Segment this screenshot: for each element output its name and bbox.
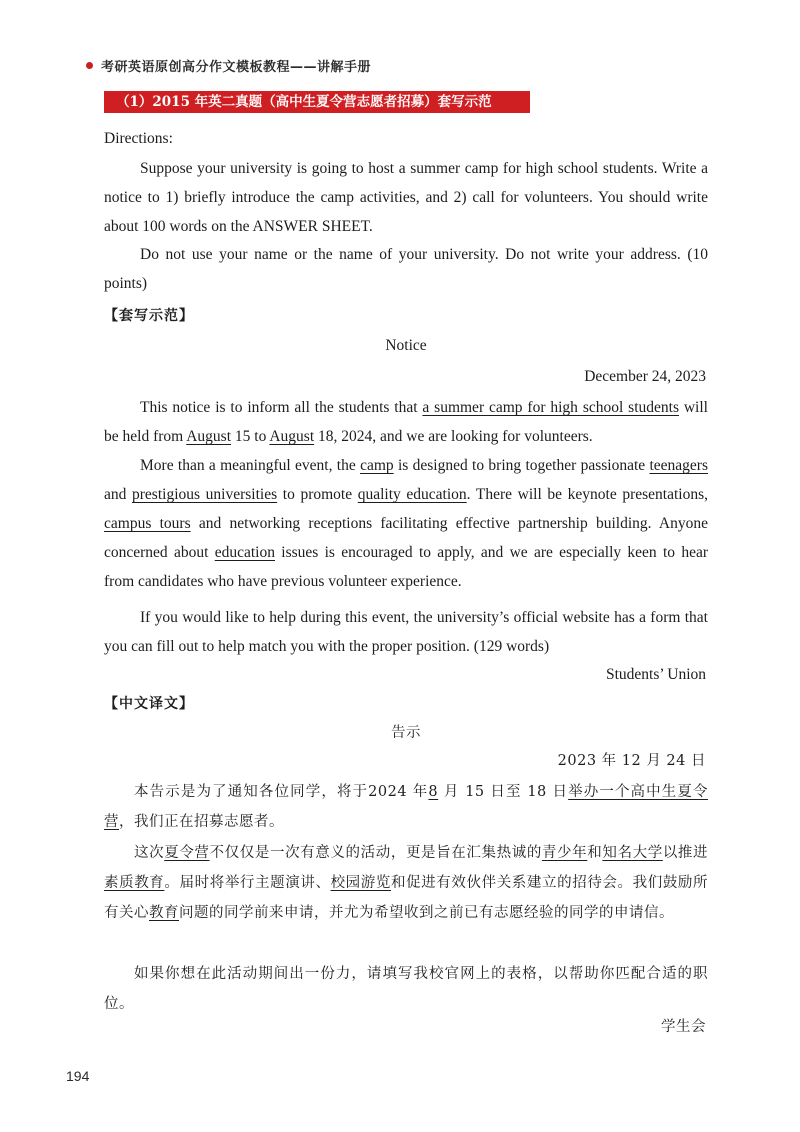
underlined-phrase: 知名大学 [602, 845, 663, 861]
underlined-phrase: August [186, 428, 232, 445]
text-run: This notice is to inform all the students that [140, 399, 423, 416]
underlined-phrase: campus tours [104, 515, 191, 532]
underlined-phrase: prestigious universities [132, 486, 278, 503]
translation-paragraph-2 [104, 838, 708, 928]
text-run: More than a meaningful event, the [140, 457, 361, 474]
notice-paragraph-3: If you would like to help during this event, the university’s official website has a form that you can fill out to help match you with the proper position. (129 words) [104, 609, 708, 655]
underlined-phrase: 青少年 [541, 845, 588, 861]
text-run: 以推进 [662, 845, 709, 861]
text-run: ，我们正在招募志愿者。 [119, 814, 284, 830]
text-run: 和 [587, 845, 603, 861]
page-number: 194 [66, 1068, 90, 1084]
directions-paragraph-2: Do not use your name or the name of your university. Do not write your address. (10 points) [104, 246, 708, 292]
underlined-phrase: camp [360, 457, 394, 474]
notice-title: Notice [385, 337, 427, 354]
underlined-phrase: August [269, 428, 315, 445]
translation-signoff: 学生会 [661, 1019, 706, 1035]
text-run: 15 to [231, 428, 270, 445]
translation-paragraph-3: 如果你想在此活动期间出一份力，请填写我校官网上的表格，以帮助你匹配合适的职位。 [104, 966, 708, 1012]
underlined-phrase: a summer camp for high school students [422, 399, 679, 416]
directions-label: Directions: [104, 130, 173, 147]
underlined-phrase: 校园游览 [330, 875, 391, 891]
text-run: 月 15 日至 18 日 [438, 784, 569, 800]
text-run: will be held from [104, 399, 708, 445]
sample-section-label: 【套写示范】 [104, 308, 194, 324]
underlined-phrase: 8 [428, 784, 439, 800]
text-run: 和促进有效伙伴关系建立的招待会。我们鼓励所有关心 [104, 875, 709, 921]
text-run: 这次 [134, 845, 165, 861]
underlined-phrase: 夏令营 [164, 845, 210, 861]
bullet-dot-icon [86, 62, 93, 69]
underlined-phrase: quality education [357, 486, 467, 503]
text-run: 。届时将举行主题演讲、 [164, 875, 331, 891]
section-title-banner: （1）2015 年英二真题（高中生夏令营志愿者招募）套写示范 [104, 91, 530, 113]
translation-title: 告示 [391, 725, 421, 741]
text-run: 不仅仅是一次有意义的活动，更是旨在汇集热诚的 [209, 845, 542, 861]
directions-paragraph-1: Suppose your university is going to host a summer camp for high school students. Write a notice to 1) briefly introduce the camp activities, and 2) call for volunteers. You should write about 100 words on the ANSWER SHEET. [104, 160, 708, 235]
notice-signoff: Students’ Union [605, 666, 706, 683]
notice-date: December 24, 2023 [584, 368, 706, 385]
underlined-phrase: 举办一个高中生夏令营 [104, 784, 709, 830]
running-head [86, 56, 371, 75]
text-run: 问题的同学前来申请，并尤为希望收到之前已有志愿经验的同学的申请信。 [179, 905, 674, 921]
text-run: is designed to bring together passionate [393, 457, 650, 474]
underlined-phrase: education [214, 544, 275, 561]
translation-section-label: 【中文译文】 [104, 696, 194, 712]
text-run: and [104, 486, 133, 503]
notice-paragraph-2 [104, 451, 708, 596]
text-run: 18, 2024, and we are looking for volunteers. [314, 428, 593, 445]
text-run: . There will be keynote presentations, [466, 486, 708, 503]
notice-paragraph-1 [104, 393, 708, 451]
underlined-phrase: teenagers [649, 457, 709, 474]
underlined-phrase: 素质教育 [104, 875, 165, 891]
text-run: and networking receptions facilitating effective partnership building. Anyone concerned about [104, 515, 708, 561]
text-run: issues is encouraged to apply, and we are especially keen to hear from candidates who have previous volunteer experience. [104, 544, 708, 590]
underlined-phrase: 教育 [149, 905, 179, 921]
translation-date: 2023 年 12 月 24 日 [557, 753, 706, 769]
running-head-text: 考研英语原创高分作文模板教程——讲解手册 [101, 60, 372, 75]
text-run: to promote [277, 486, 358, 503]
translation-paragraph-1 [104, 777, 708, 837]
text-run: 本告示是为了通知各位同学，将于2024 年 [134, 784, 429, 800]
